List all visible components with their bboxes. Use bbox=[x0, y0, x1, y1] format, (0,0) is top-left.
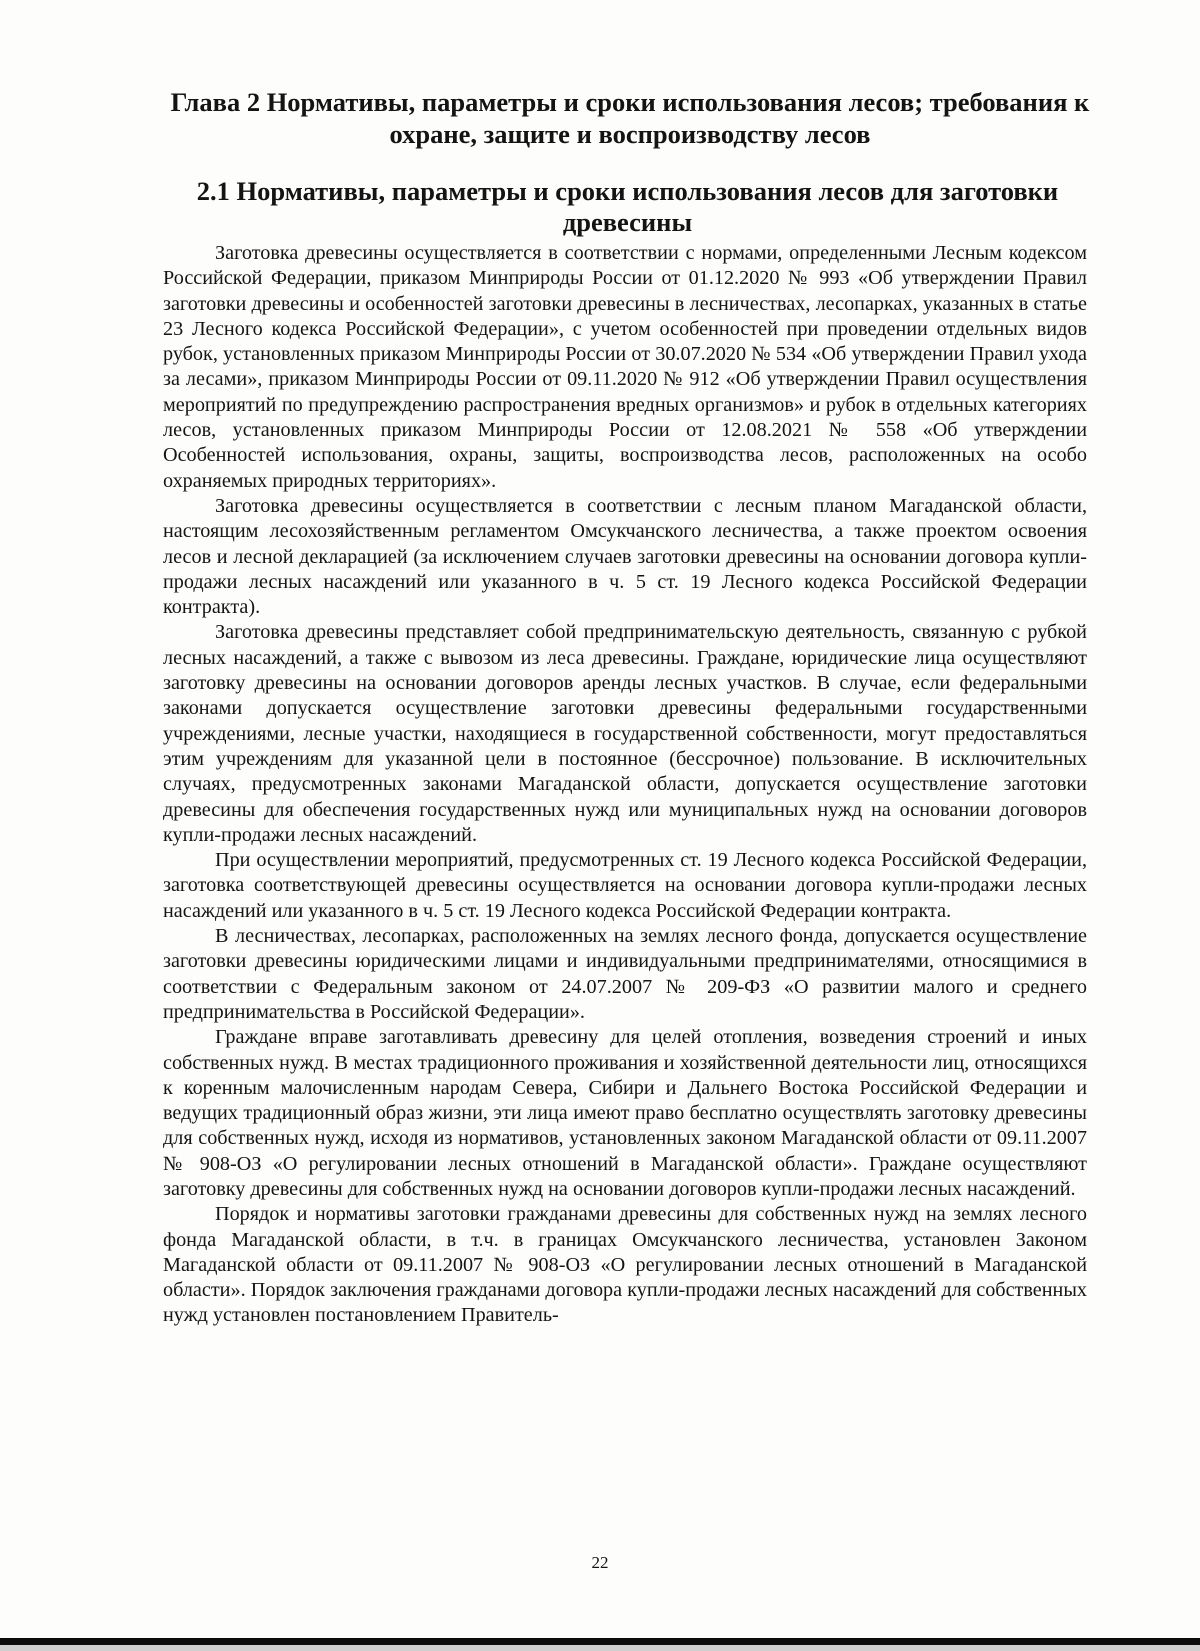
paragraph: Заготовка древесины представляет собой предпринимательскую деятельность, связанную с рубкой лесных насаждений, а также с вывозом из леса древесины. Граждане, юридические лица осуществляют заготовку древесины на основании договоров аренды лесных участков. В случае, если федеральными законами допускается осуществление заготовки древесины федеральными государственными учреждениями, лесные участки, находящиеся в государственной собственности, могут предоставляться этим учреждениям для указанной цели в постоянное (бессрочное) пользование. В исключительных случаях, предусмотренных законами Магаданской области, допускается осуществление заготовки древесины для обеспечения государственных нужд или муниципальных нужд на основании договоров купли-продажи лесных насаждений. bbox=[163, 621, 1087, 846]
paragraph: Заготовка древесины осуществляется в соответствии с нормами, определенными Лесным кодексом Российской Федерации, приказом Минприроды России от 01.12.2020 № 993 «Об утверждении Правил заготовки древесины и особенностей заготовки древесины в лесничествах, лесопарках, указанных в статье 23 Лесного кодекса Российской Федерации», с учетом особенностей при проведении отдельных видов рубок, установленных приказом Минприроды России от 30.07.2020 № 534 «Об утверждении Правил ухода за лесами», приказом Минприроды России от 09.11.2020 № 912 «Об утверждении Правил осуществления мероприятий по предупреждению распространения вредных организмов» и рубок в отдельных категориях лесов, установленных приказом Минприроды России от 12.08.2021 № 558 «Об утверждении Особенностей использования, охраны, защиты, воспроизводства лесов, расположенных на особо охраняемых природных территориях». bbox=[163, 242, 1087, 492]
paragraph: В лесничествах, лесопарках, расположенных на землях лесного фонда, допускается осуществление заготовки древесины юридическими лицами и индивидуальными предпринимателями, относящимися в соответствии с Федеральным законом от 24.07.2007 № 209-ФЗ «О развитии малого и среднего предпринимательства в Российской Федерации». bbox=[163, 925, 1087, 1023]
scan-edge-line bbox=[0, 1638, 1200, 1645]
paragraph: Заготовка древесины осуществляется в соответствии с лесным планом Магаданской области, настоящим лесохозяйственным регламентом Омсукчанского лесничества, а также проектом освоения лесов и лесной декларацией (за исключением случаев заготовки древесины на основании договора купли-продажи лесных насаждений или указанного в ч. 5 ст. 19 Лесного кодекса Российской Федерации контракта). bbox=[163, 494, 1087, 619]
scan-edge-shadow bbox=[0, 1645, 1200, 1651]
paragraph: Порядок и нормативы заготовки гражданами древесины для собственных нужд на землях лесного фонда Магаданской области, в т.ч. в границах Омсукчанского лесничества, установлен Законом Магаданской области от 09.11.2007 № 908-ОЗ «О регулировании лесных отношений в Магаданской области». Порядок заключения гражданами договора купли-продажи лесных насаждений для собственных нужд установлен постановлением Правитель- bbox=[163, 1203, 1087, 1327]
chapter-title: Глава 2 Нормативы, параметры и сроки использования лесов; требования к охране, защите и воспроизводству лесов bbox=[170, 87, 1090, 149]
section-title: 2.1 Нормативы, параметры и сроки использования лесов для заготовки древесины bbox=[196, 176, 1059, 237]
paragraph: При осуществлении мероприятий, предусмотренных ст. 19 Лесного кодекса Российской Федерации, заготовка соответствующей древесины осуществляется на основании договора купли-продажи лесных насаждений или указанного в ч. 5 ст. 19 Лесного кодекса Российской Федерации контракта. bbox=[163, 849, 1087, 922]
body-text bbox=[163, 241, 1087, 1329]
paragraph: Граждане вправе заготавливать древесину для целей отопления, возведения строений и иных собственных нужд. В местах традиционного проживания и хозяйственной деятельности лиц, относящихся к коренным малочисленным народам Севера, Сибири и Дальнего Востока Российской Федерации и ведущих традиционный образ жизни, эти лица имеют право бесплатно осуществлять заготовку древесины для собственных нужд, исходя из нормативов, установленных законом Магаданской области от 09.11.2007 № 908-ОЗ «О регулировании лесных отношений в Магаданской области». Граждане осуществляют заготовку древесины для собственных нужд на основании договоров купли-продажи лесных насаждений. bbox=[163, 1026, 1087, 1200]
page-number: 22 bbox=[591, 1553, 609, 1572]
